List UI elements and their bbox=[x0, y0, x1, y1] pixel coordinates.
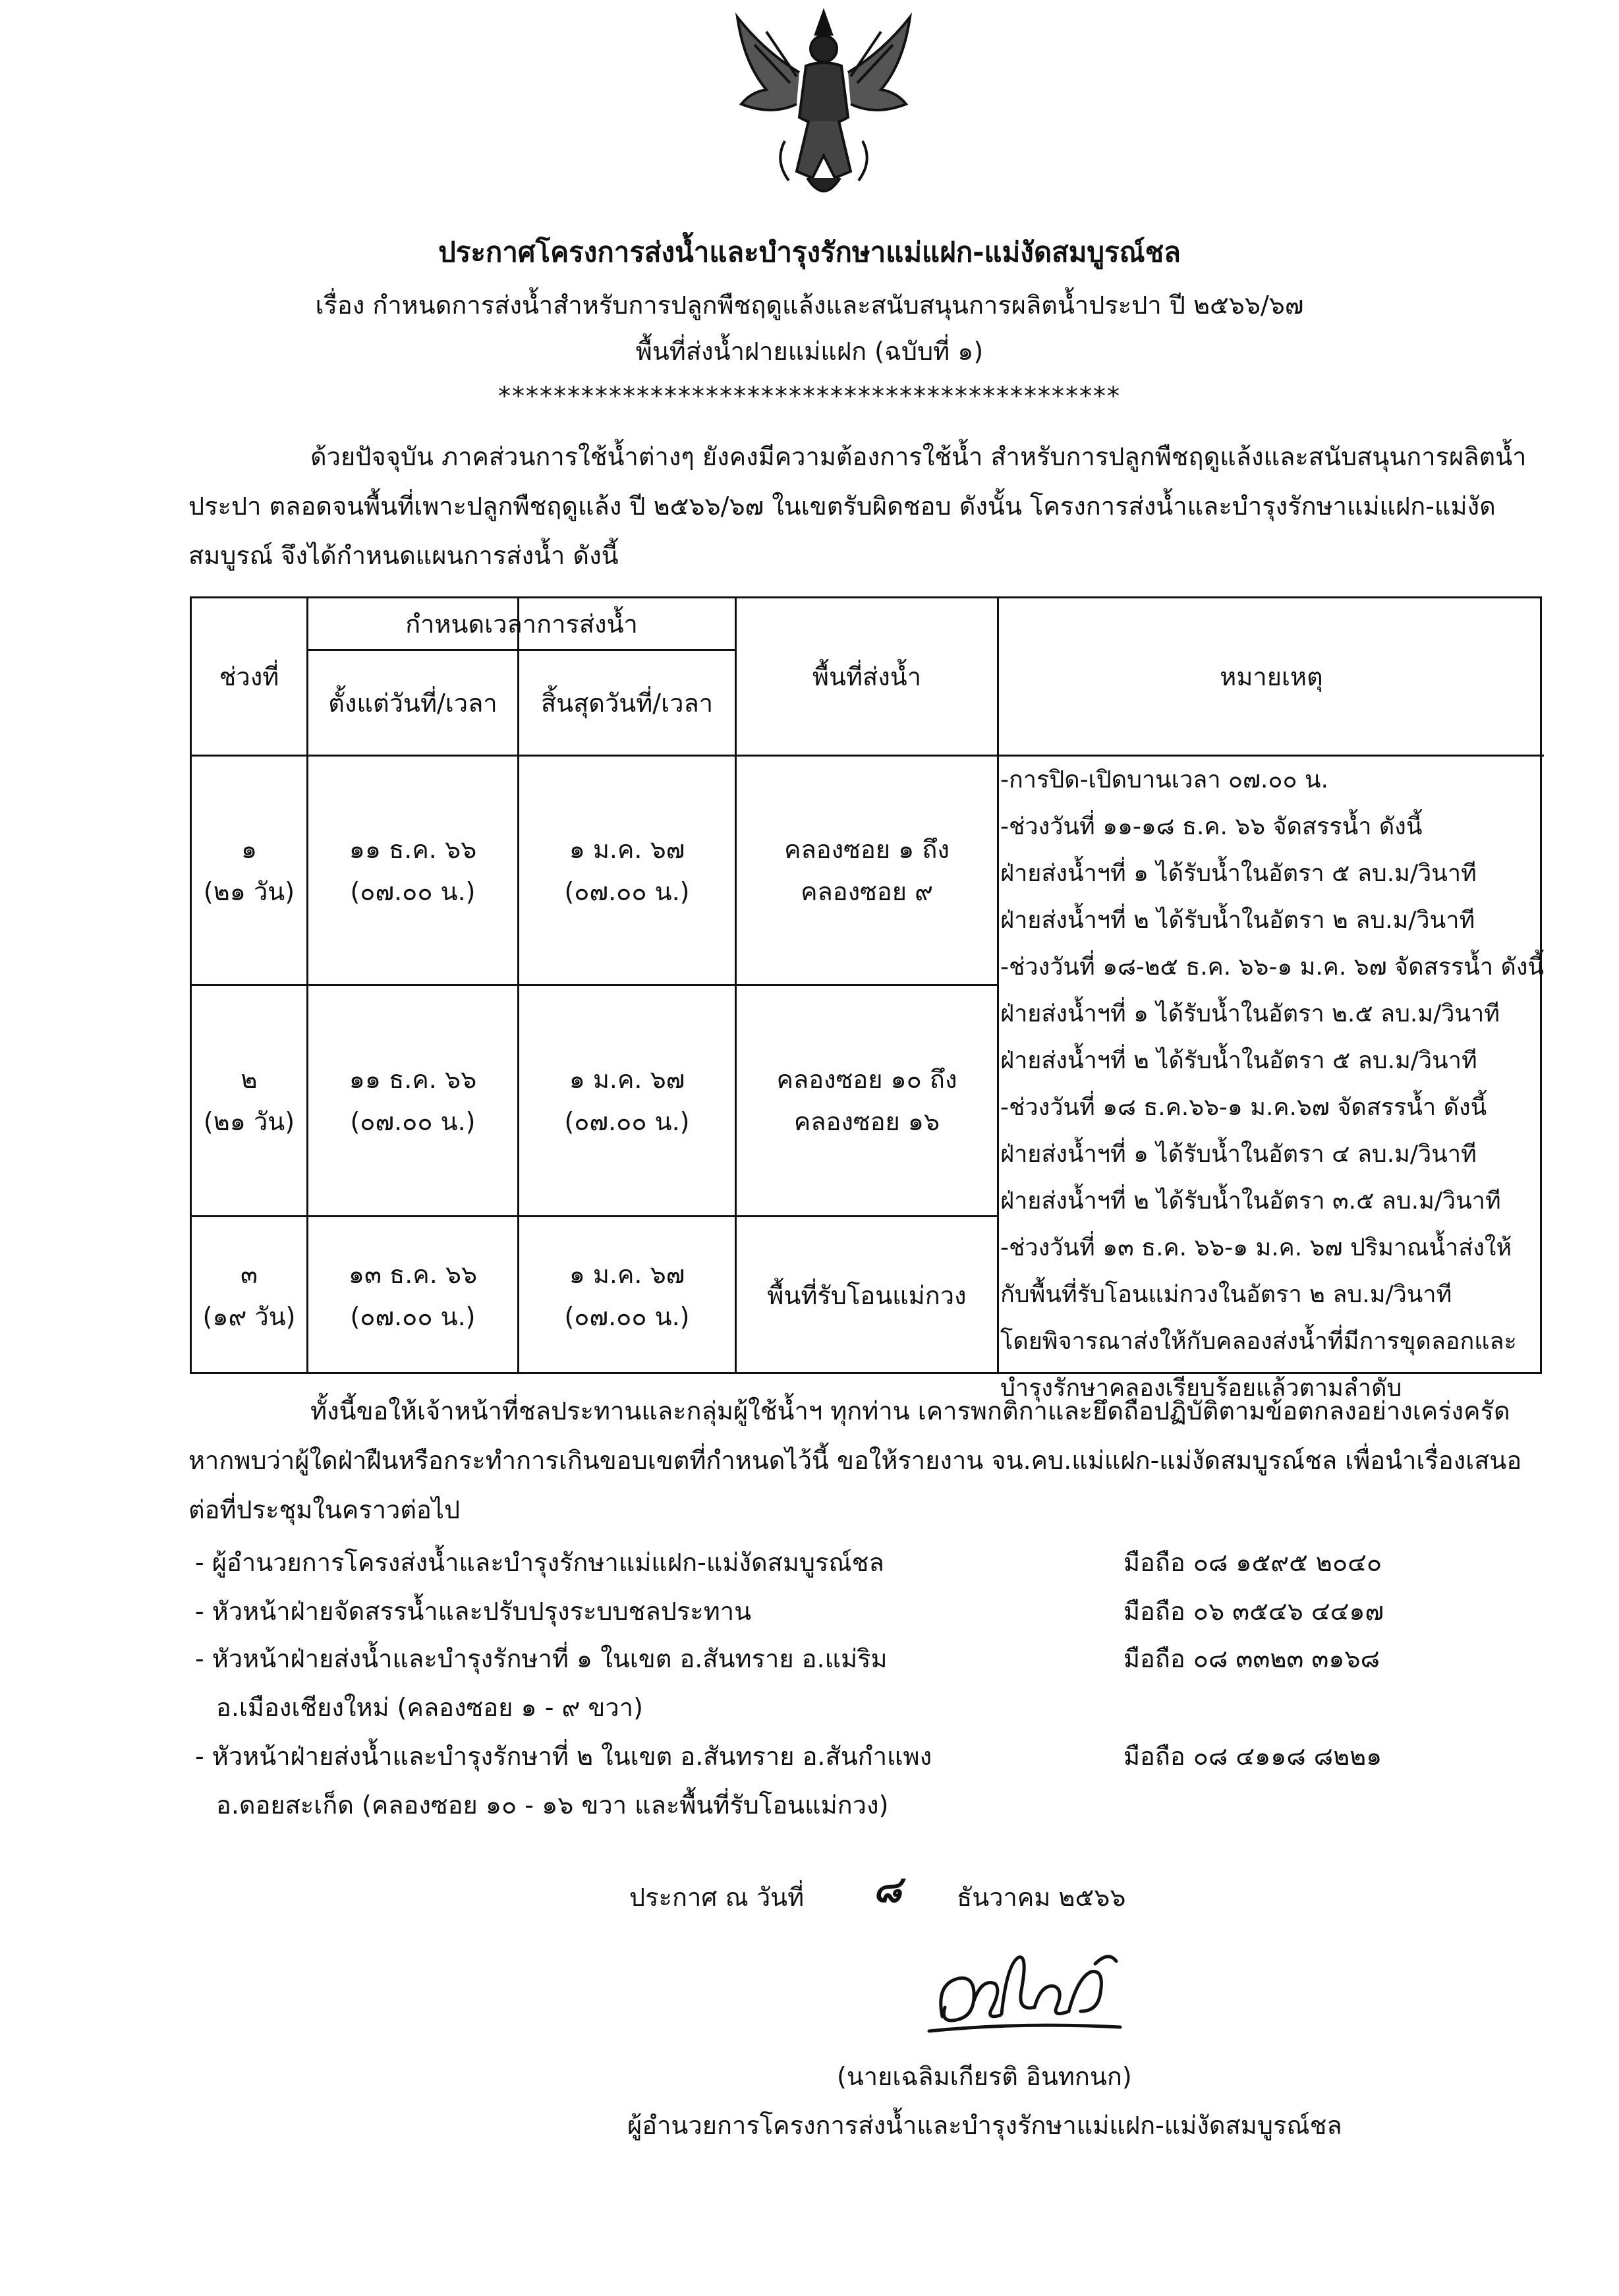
separator: ********************************************* bbox=[498, 382, 1121, 411]
announcement-month-year: ธันวาคม ๒๕๖๖ bbox=[957, 1883, 1126, 1912]
remark-line: ฝ่ายส่งน้ำฯที่ ๑ ได้รับน้ำในอัตรา ๒.๕ ลบ.ม/วินาที bbox=[1000, 1000, 1500, 1027]
table-row-start: ๑๓ ธ.ค. ๖๖ (๐๗.๐๐ น.) bbox=[348, 1260, 478, 1331]
signatory-name: (นายเฉลิมเกียรติ อินทกนก) bbox=[837, 2062, 1132, 2091]
closing-paragraph: ทั้งนี้ขอให้เจ้าหน้าที่ชลประทานและกลุ่มผู้ใช้น้ำฯ ทุกท่าน เคารพกติกาและยึดถือปฏิบัติตามข้อตกลงอย่างเคร่งครัด หากพบว่าผู้ใดฝ่าฝืนหรือกระทำการเกินขอบเขตที่กำหนดไว้นี้ ขอให้รายงาน จน.คบ.แม่แฝก-แม่งัดสมบูรณ์ชล เพื่อนำเรื่องเสนอต่อที่ประชุมในคราวต่อไป bbox=[188, 1396, 1522, 1524]
document-area: พื้นที่ส่งน้ำฝายแม่แฝก (ฉบับที่ ๑) bbox=[635, 337, 984, 366]
header-start: ตั้งแต่วันที่/เวลา bbox=[328, 688, 497, 718]
document-title: ประกาศโครงการส่งน้ำและบำรุงรักษาแม่แฝก-แม่งัดสมบูรณ์ชล bbox=[438, 236, 1181, 268]
table-row-period: ๑ (๒๑ วัน) bbox=[203, 834, 295, 906]
remark-line: ฝ่ายส่งน้ำฯที่ ๒ ได้รับน้ำในอัตรา ๕ ลบ.ม/วินาที bbox=[1000, 1047, 1477, 1074]
header-area: พื้นที่ส่งน้ำ bbox=[812, 662, 922, 691]
table-row-period: ๒ (๒๑ วัน) bbox=[203, 1065, 295, 1136]
header-period: ช่วงที่ bbox=[219, 662, 279, 691]
header-end: สิ้นสุดวันที่/เวลา bbox=[540, 688, 714, 718]
contact-allocation-head-phone: มือถือ ๐๖ ๓๕๔๖ ๔๔๑๗ bbox=[1123, 1597, 1384, 1626]
contact-director: - ผู้อำนวยการโครงส่งน้ำและบำรุงรักษาแม่แฝก-แม่งัดสมบูรณ์ชล bbox=[195, 1548, 884, 1577]
contact-allocation-head: - หัวหน้าฝ่ายจัดสรรน้ำและปรับปรุงระบบชลประทาน bbox=[195, 1597, 752, 1626]
table-row-area: คลองซอย ๑๐ ถึง คลองซอย ๑๖ bbox=[776, 1065, 957, 1136]
schedule-table bbox=[190, 596, 1545, 1402]
contact-zone2-area: อ.ดอยสะเก็ด (คลองซอย ๑๐ - ๑๖ ขวา และพื้นที่รับโอนแม่กวง) bbox=[216, 1791, 889, 1820]
table-row-start: ๑๑ ธ.ค. ๖๖ (๐๗.๐๐ น.) bbox=[349, 834, 477, 906]
table-row-area: พื้นที่รับโอนแม่กวง bbox=[767, 1281, 967, 1310]
table-row-end: ๑ ม.ค. ๖๗ (๐๗.๐๐ น.) bbox=[564, 1260, 690, 1331]
header-schedule: กำหนดเวลาการส่งน้ำ bbox=[405, 609, 638, 639]
remark-line: ฝ่ายส่งน้ำฯที่ ๑ ได้รับน้ำในอัตรา ๕ ลบ.ม/วินาที bbox=[1000, 860, 1477, 887]
contact-zone2-head-phone: มือถือ ๐๘ ๔๑๑๘ ๘๒๒๑ bbox=[1123, 1742, 1382, 1771]
remark-line: -ช่วงวันที่ ๑๓ ธ.ค. ๖๖-๑ ม.ค. ๖๗ ปริมาณน้ำส่งให้ bbox=[1000, 1234, 1512, 1261]
table-row-end: ๑ ม.ค. ๖๗ (๐๗.๐๐ น.) bbox=[564, 834, 690, 906]
intro-paragraph: ด้วยปัจจุบัน ภาคส่วนการใช้น้ำต่างๆ ยังคงมีความต้องการใช้น้ำ สำหรับการปลูกพืชฤดูแล้งและสนับสนุนการผลิตน้ำประปา ตลอดจนพื้นที่เพาะปลูกพืชฤดูแล้ง ปี ๒๕๖๖/๖๗ ในเขตรับผิดชอบ ดังนั้น โครงการส่งน้ำและบำรุงรักษาแม่แฝก-แม่งัดสมบูรณ์ จึงได้กำหนดแผนการส่งน้ำ ดังนี้ bbox=[188, 442, 1527, 570]
garuda-emblem-icon bbox=[728, 5, 919, 211]
contact-zone2-head: - หัวหน้าฝ่ายส่งน้ำและบำรุงรักษาที่ ๒ ในเขต อ.สันทราย อ.สันกำแพง bbox=[195, 1742, 932, 1771]
contact-zone1-area: อ.เมืองเชียงใหม่ (คลองซอย ๑ - ๙ ขวา) bbox=[216, 1693, 643, 1722]
table-row-period: ๓ (๑๙ วัน) bbox=[202, 1260, 296, 1331]
header-remarks: หมายเหตุ bbox=[1220, 662, 1323, 691]
remark-line: บำรุงรักษาคลองเรียบร้อยแล้วตามลำดับ bbox=[1000, 1375, 1402, 1402]
table-row-area: คลองซอย ๑ ถึง คลองซอย ๙ bbox=[784, 834, 950, 906]
table-row-end: ๑ ม.ค. ๖๗ (๐๗.๐๐ น.) bbox=[564, 1065, 690, 1136]
contact-director-phone: มือถือ ๐๘ ๑๕๙๕ ๒๐๔๐ bbox=[1123, 1548, 1382, 1577]
remark-line: -ช่วงวันที่ ๑๘ ธ.ค.๖๖-๑ ม.ค.๖๗ จัดสรรน้ำ ดังนี้ bbox=[1000, 1094, 1487, 1121]
signatory-position: ผู้อำนวยการโครงการส่งน้ำและบำรุงรักษาแม่แฝก-แม่งัดสมบูรณ์ชล bbox=[627, 2111, 1342, 2140]
contact-zone1-head: - หัวหน้าฝ่ายส่งน้ำและบำรุงรักษาที่ ๑ ในเขต อ.สันทราย อ.แม่ริม bbox=[195, 1644, 888, 1673]
table-row-start: ๑๑ ธ.ค. ๖๖ (๐๗.๐๐ น.) bbox=[349, 1065, 477, 1136]
announcement-prefix: ประกาศ ณ วันที่ bbox=[629, 1883, 805, 1912]
contact-zone1-head-phone: มือถือ ๐๘ ๓๓๒๓ ๓๑๖๘ bbox=[1123, 1644, 1380, 1673]
remark-line: -การปิด-เปิดบานเวลา ๐๗.๐๐ น. bbox=[1000, 766, 1328, 793]
announcement-day: ๘ bbox=[873, 1868, 902, 1911]
remark-line: กับพื้นที่รับโอนแม่กวงในอัตรา ๒ ลบ.ม/วินาที bbox=[1000, 1281, 1452, 1308]
document-subject: เรื่อง กำหนดการส่งน้ำสำหรับการปลูกพืชฤดูแล้งและสนับสนุนการผลิตน้ำประปา ปี ๒๕๖๖/๖๗ bbox=[315, 291, 1304, 320]
remark-line: โดยพิจารณาส่งให้กับคลองส่งน้ำที่มีการขุดลอกและ bbox=[1000, 1328, 1517, 1355]
remark-line: ฝ่ายส่งน้ำฯที่ ๑ ได้รับน้ำในอัตรา ๔ ลบ.ม/วินาที bbox=[1000, 1141, 1477, 1168]
remark-line: ฝ่ายส่งน้ำฯที่ ๒ ได้รับน้ำในอัตรา ๓.๕ ลบ.ม/วินาที bbox=[1000, 1188, 1501, 1215]
remark-line: -ช่วงวันที่ ๑๑-๑๘ ธ.ค. ๖๖ จัดสรรน้ำ ดังนี้ bbox=[1000, 813, 1423, 840]
signature-icon bbox=[923, 1937, 1133, 2050]
remark-line: -ช่วงวันที่ ๑๘-๒๕ ธ.ค. ๖๖-๑ ม.ค. ๖๗ จัดสรรน้ำ ดังนี้ bbox=[1000, 954, 1545, 981]
remark-line: ฝ่ายส่งน้ำฯที่ ๒ ได้รับน้ำในอัตรา ๒ ลบ.ม/วินาที bbox=[1000, 907, 1475, 934]
remarks-list bbox=[1000, 757, 1545, 1412]
